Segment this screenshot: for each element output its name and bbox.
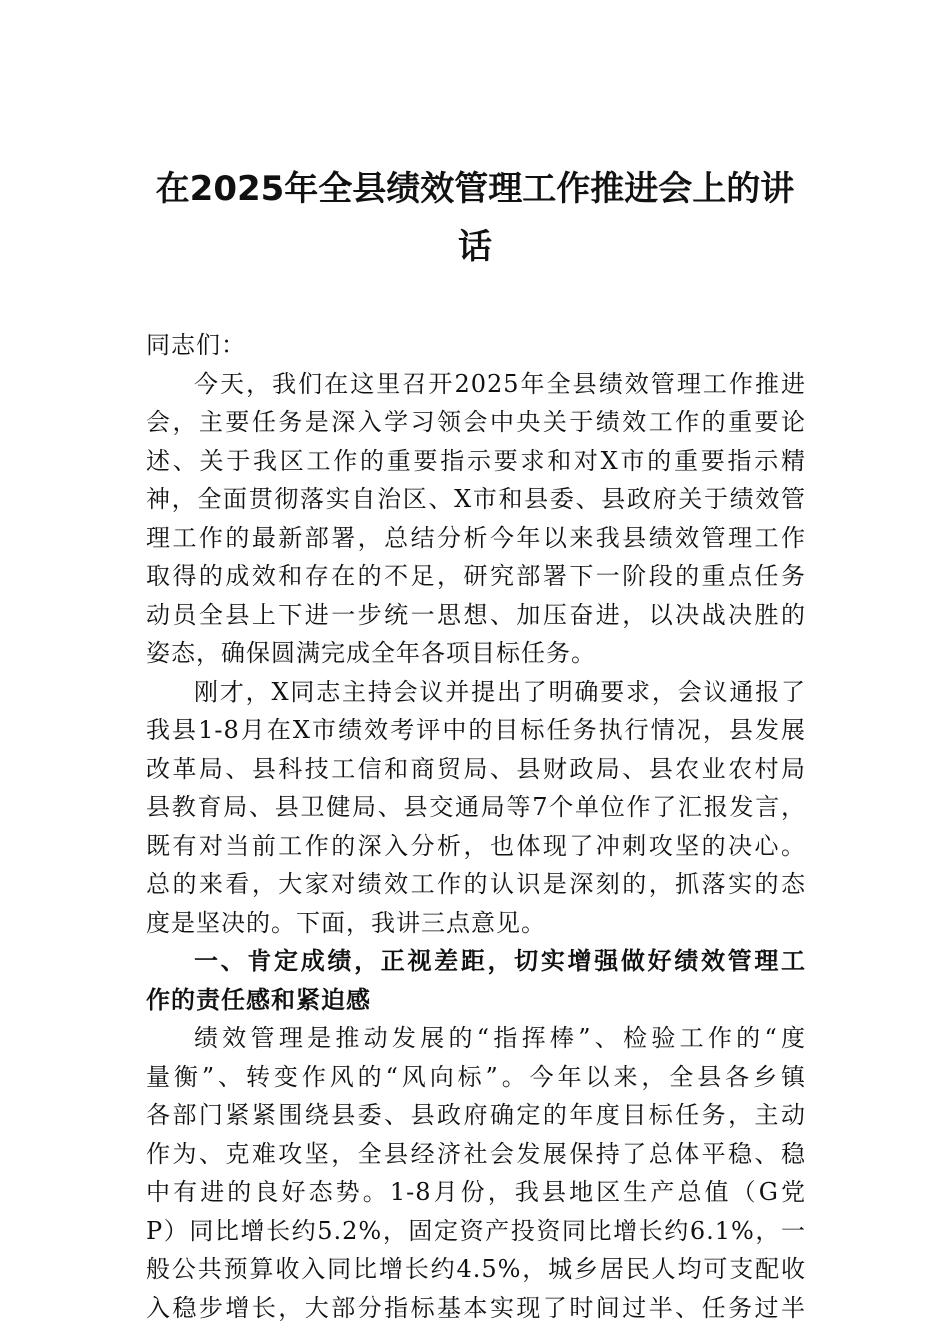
paragraph-line: 今天，我们在这里召开2025年全县绩效管理工作推进 (194, 369, 806, 398)
paragraph-3 (146, 1019, 806, 1327)
paragraph-line: 理工作的最新部署，总结分析今年以来我县绩效管理工作 (146, 523, 806, 552)
paragraph-2 (146, 673, 806, 943)
heading-line: 一、肯定成绩，正视差距，切实增强做好绩效管理工 (194, 947, 806, 975)
paragraph-line: 度是坚决的。下面，我讲三点意见。 (146, 908, 546, 937)
document-title (130, 160, 820, 276)
salutation (146, 326, 806, 365)
paragraph-line: 县教育局、县卫健局、县交通局等7个单位作了汇报发言， (146, 793, 806, 821)
paragraph-line: 动员全县上下进一步统一思想、加压奋进，以决战决胜的 (146, 600, 806, 629)
paragraph-line: 我县1-8月在X市绩效考评中的目标任务执行情况，县发展 (146, 716, 806, 744)
title-line: 在2025年全县绩效管理工作推进会上的讲 (155, 169, 795, 209)
paragraph-line: 改革局、县科技工信和商贸局、县财政局、县农业农村局 (146, 754, 806, 783)
heading-line: 作的责任感和紧迫感 (146, 985, 371, 1014)
salutation-line: 同志们： (146, 331, 246, 359)
document-body (146, 326, 806, 1327)
title-line: 话 (458, 227, 492, 267)
paragraph-line: P）同比增长约5.2%，固定资产投资同比增长约6.1%，一 (146, 1216, 806, 1245)
paragraph-line: 取得的成效和存在的不足，研究部署下一阶段的重点任务 (146, 562, 806, 590)
paragraph-1 (146, 365, 806, 673)
paragraph-line: 神，全面贯彻落实自治区、X市和县委、县政府关于绩效管 (146, 485, 806, 513)
paragraph-line: 作为、克难攻坚，全县经济社会发展保持了总体平稳、稳 (146, 1139, 806, 1168)
section-heading-1 (146, 942, 806, 1019)
paragraph-line: 刚才，X同志主持会议并提出了明确要求，会议通报了 (194, 677, 806, 706)
paragraph-line: 总的来看，大家对绩效工作的认识是深刻的，抓落实的态 (146, 870, 806, 898)
paragraph-line: 姿态，确保圆满完成全年各项目标任务。 (146, 639, 596, 667)
paragraph-line: 般公共预算收入同比增长约4.5%，城乡居民人均可支配收 (146, 1255, 806, 1283)
paragraph-line: 述、关于我区工作的重要指示要求和对X市的重要指示精 (146, 446, 806, 475)
paragraph-line: 量衡”、转变作风的“风向标”。今年以来，全县各乡镇 (146, 1062, 806, 1091)
paragraph-line: 会，主要任务是深入学习领会中央关于绩效工作的重要论 (146, 408, 806, 436)
paragraph-line: 中有进的良好态势。1-8月份，我县地区生产总值（G党 (146, 1178, 806, 1206)
paragraph-line: 入稳步增长，大部分指标基本实现了时间过半、任务过半 (146, 1293, 806, 1322)
paragraph-line: 既有对当前工作的深入分析，也体现了冲刺攻坚的决心。 (146, 831, 806, 860)
paragraph-line: 各部门紧紧围绕县委、县政府确定的年度目标任务，主动 (146, 1101, 806, 1129)
paragraph-line: 绩效管理是推动发展的“指挥棒”、检验工作的“度 (194, 1024, 806, 1052)
